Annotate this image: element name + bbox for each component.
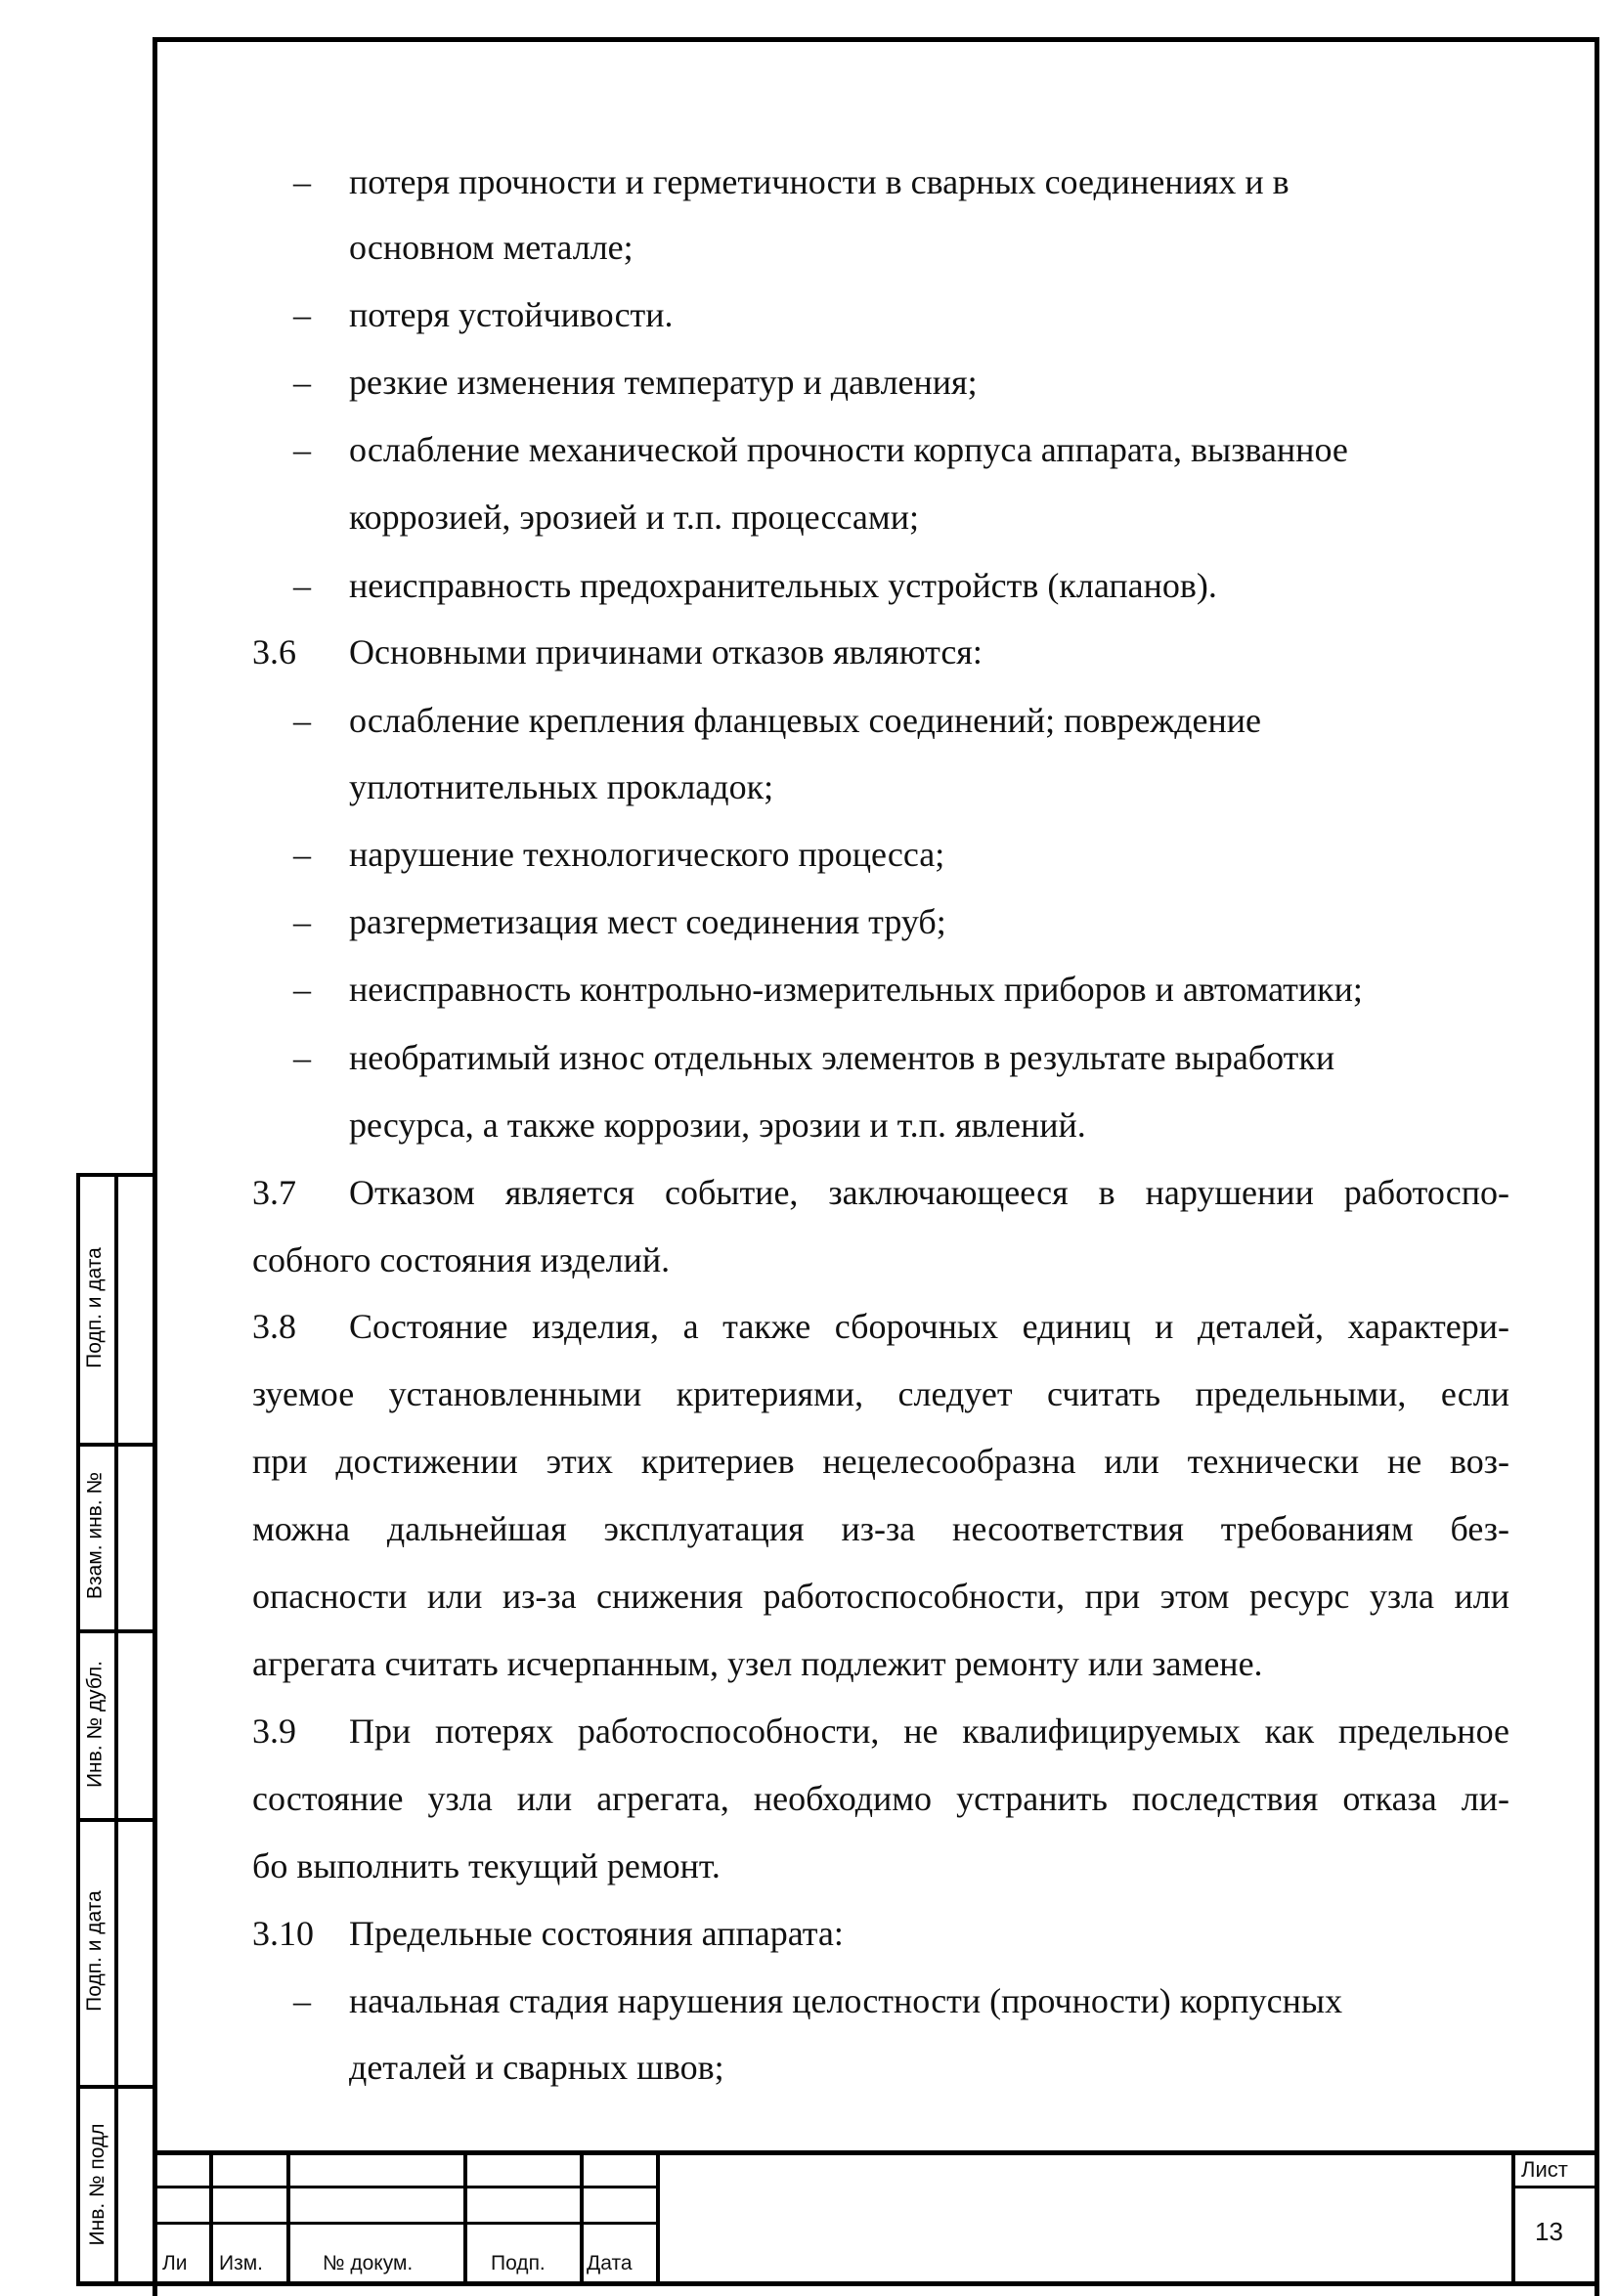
text-line: потеря устойчивости. xyxy=(349,295,674,334)
text-line: агрегата считать исчерпанным, узел подлежит ремонту или замене. xyxy=(252,1644,1263,1683)
text-line: при достижении этих критериев нецелесообразна или технически не воз- xyxy=(252,1442,1509,1481)
list-dash: – xyxy=(293,1038,311,1077)
text-line: зуемое установленными критериями, следует считать предельными, если xyxy=(252,1374,1509,1413)
text-line: необратимый износ отдельных элементов в результате выработки xyxy=(349,1038,1335,1077)
text-line: собного состояния изделий. xyxy=(252,1240,671,1279)
text-line: можна дальнейшая эксплуатация из-за несоответствия требованиям без- xyxy=(252,1509,1509,1548)
text-line: резкие изменения температур и давления; xyxy=(349,363,978,402)
section-number: 3.8 xyxy=(252,1307,296,1346)
list-dash: – xyxy=(293,363,311,402)
text-line: деталей и сварных швов; xyxy=(349,2048,724,2087)
col-li: Ли xyxy=(162,2252,188,2274)
col-doc: № докум. xyxy=(323,2252,414,2274)
text-line: неисправность предохранительных устройств (клапанов). xyxy=(349,566,1217,605)
text-line: Отказом является событие, заключающееся в нарушении работоспо- xyxy=(349,1173,1509,1212)
text-line: Основными причинами отказов являются: xyxy=(349,632,983,671)
list-dash: – xyxy=(293,970,311,1009)
sheet-number: 13 xyxy=(1535,2217,1563,2246)
list-dash: – xyxy=(293,835,311,874)
col-izm: Изм. xyxy=(219,2252,263,2274)
col-podp: Подп. xyxy=(491,2252,546,2274)
text-line: разгерметизация мест соединения труб; xyxy=(349,902,946,941)
text-line: Состояние изделия, а также сборочных единиц и деталей, характери- xyxy=(349,1307,1509,1346)
text-line: нарушение технологического процесса; xyxy=(349,835,945,874)
list-dash: – xyxy=(293,162,311,201)
col-date: Дата xyxy=(587,2252,633,2274)
text-line: потеря прочности и герметичности в сварных соединениях и в xyxy=(349,162,1289,201)
text-line: При потерях работоспособности, не квалифицируемых как предельное xyxy=(349,1711,1509,1751)
text-line: бо выполнить текущий ремонт. xyxy=(252,1846,721,1885)
list-dash: – xyxy=(293,295,311,334)
text-line: уплотнительных прокладок; xyxy=(349,767,774,806)
list-dash: – xyxy=(293,902,311,941)
text-line: опасности или из-за снижения работоспособности, при этом ресурс узла или xyxy=(252,1577,1509,1616)
text-line: состояние узла или агрегата, необходимо устранить последствия отказа ли- xyxy=(252,1779,1509,1818)
side-label-podp-data-bottom: Подп. и дата xyxy=(83,1890,106,2012)
section-number: 3.6 xyxy=(252,632,296,671)
text-line: основном металле; xyxy=(349,228,634,267)
text-line: коррозией, эрозией и т.п. процессами; xyxy=(349,498,919,537)
text-line: ослабление крепления фланцевых соединений; повреждение xyxy=(349,701,1261,740)
text-line: Предельные состояния аппарата: xyxy=(349,1914,844,1953)
list-dash: – xyxy=(293,430,311,469)
section-number: 3.10 xyxy=(252,1914,314,1953)
text-line: неисправность контрольно-измерительных приборов и автоматики; xyxy=(349,970,1363,1009)
sheet-label: Лист xyxy=(1521,2157,1568,2182)
list-dash: – xyxy=(293,566,311,605)
text-line: начальная стадия нарушения целостности (прочности) корпусных xyxy=(349,1981,1343,2020)
section-number: 3.7 xyxy=(252,1173,296,1212)
list-dash: – xyxy=(293,1981,311,2020)
side-label-inv-podl: Инв. № подл xyxy=(86,2123,109,2246)
side-label-podp-data-top: Подп. и дата xyxy=(83,1247,106,1368)
list-dash: – xyxy=(293,701,311,740)
side-label-vzam-inv: Взам. инв. № xyxy=(83,1471,107,1600)
section-number: 3.9 xyxy=(252,1711,296,1751)
side-label-inv-dubl: Инв. № дубл. xyxy=(83,1660,107,1789)
text-line: ресурса, а также коррозии, эрозии и т.п. явлений. xyxy=(349,1105,1086,1145)
text-line: ослабление механической прочности корпуса аппарата, вызванное xyxy=(349,430,1348,469)
